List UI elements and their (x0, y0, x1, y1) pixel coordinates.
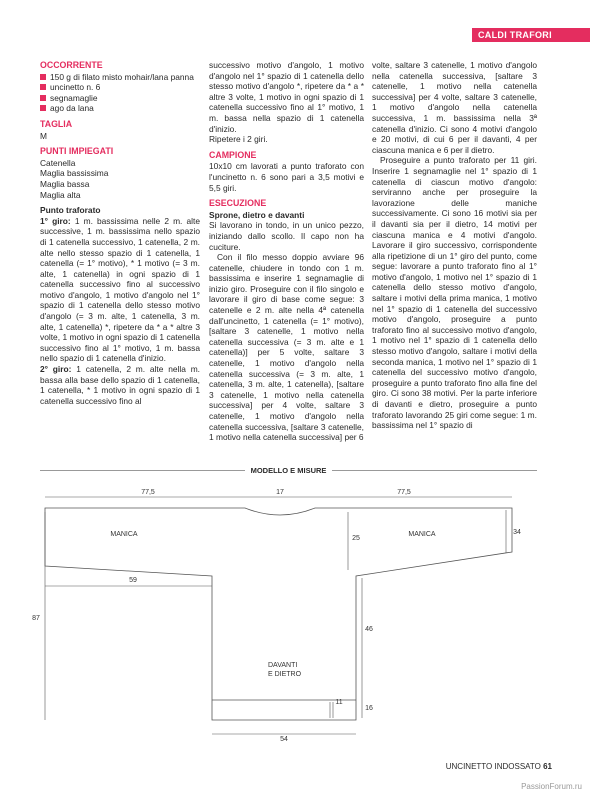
punto-traforato-title: Punto traforato (40, 205, 101, 216)
dim-top-center: 17 (276, 489, 284, 496)
page-footer (446, 762, 552, 771)
campione-heading: CAMPIONE (209, 149, 257, 160)
sprone-title: Sprone, dietro e davanti (209, 209, 305, 220)
punto-item: Maglia bassissima (40, 168, 109, 179)
col2-text2: Ripetere i 2 giri. (209, 134, 268, 145)
diagram-title-text: MODELLO E MISURE (245, 466, 333, 475)
page-number: 61 (543, 762, 552, 771)
dim-top-right: 77,5 (397, 489, 411, 496)
dim-sleeve-depth: 25 (352, 535, 360, 542)
material-item: uncinetto n. 6 (40, 82, 200, 93)
dim-inner-11: 11 (335, 699, 343, 706)
body-label-1: DAVANTI (268, 662, 298, 669)
garment-outline (45, 508, 512, 720)
dim-total-height: 87 (32, 615, 40, 622)
material-item: ago da lana (40, 103, 200, 114)
esecuzione-heading: ESECUZIONE (209, 198, 267, 209)
campione-text: 10x10 cm lavorati a punto traforato con l'uncinetto n. 6 sono pari a 3,5 motivi e 5,5 giri. (209, 161, 364, 193)
esecuzione-p2: Con il filo messo doppio avviare 96 catenelle, chiudere in tondo con 1 m. bassissima e inserire 1 segnamaglie di inizio giro. Proseguire con il filo singolo e lavorare il giro di base come segue: 3 catenelle e 2 m. alte nella 4ª catenella dall'uncinetto, 1 catenella (= 1° motivo), [saltare 3 catenelle, 1 motivo nella catenella successiva (= 3 m. alte e 1 catenella)] per 5 volte, saltare 3 catenelle, 1 motivo d'angolo nella catenella successiva (= 3 m. alte, 1 catenella, 3 m. alte, 1 catenella), [saltare 3 catenelle, 1 motivo nella catenella successiva] per 4 volte, saltare 3 catenelle, 1 motivo d'angolo nella catenella successiva, [saltare 3 catenelle, 1 motivo nella catenella successiva] per 6 (209, 252, 364, 443)
giro1-text: 1 m. bassissima nelle 2 m. alte successive, 1 m. bassissima nello spazio di 1 catenella successivo, 1 catenella, 2 m. alte nello stesso spazio di 1 catenella, 1 catenella (= 1° motivo), * 1 motivo (= 3 m. alte, 1 catenella) in ogni spazio di 1 catenella successivo fino al successivo motivo d'angolo, 1 motivo d'angolo nel 1° spazio di 1 catenella dello stesso motivo d'angolo (= 3 m. alte, 1 catenella, 3 m. alte, 1 catenella) *, ripetere da * a * altre 3 volte, 1 motivo in ogni spazio di 1 catenella successivo fino al 1° motivo, 1 m. bassa nello spazio di 1 catenella d'inizio. (40, 215, 200, 364)
giro1-label: 1° giro: (40, 215, 71, 226)
punti-heading: PUNTI IMPIEGATI (40, 146, 114, 157)
manica-left-label: MANICA (110, 531, 138, 538)
giro2-label: 2° giro: (40, 364, 72, 375)
punto-item: Catenella (40, 157, 76, 168)
taglia-value: M (40, 130, 47, 141)
col2-text1: successivo motivo d'angolo, 1 motivo d'angolo nel 1° spazio di 1 catenella dello stesso motivo d'angolo *, ripetere da * a * altre 3 volte, 1 motivo in ogni spazio di 1 catenella successivo fino al 1° motivo, 1 m. bassa nella spazio di 1 catenella d'inizio. (209, 60, 364, 134)
dim-width-54: 54 (280, 736, 288, 743)
dim-cuff: 34 (513, 529, 521, 536)
col3-p1: volte, saltare 3 catenelle, 1 motivo d'angolo nella catenella successiva, [saltare 3 catenelle, 1 motivo nella catenella successiva] per 4 volte, saltare 3 catenelle, 1 motivo d'angolo nella catenella successiva, 1 m. bassissima nella 3ª catenella d'inizio. Ci sono 4 motivi d'angolo e 20 motivi, di cui 6 per il davanti, 4 per ciascuna manica e 6 per il dietro. (372, 60, 537, 155)
occorrente-heading: OCCORRENTE (40, 60, 103, 70)
manica-right-label: MANICA (408, 531, 436, 538)
punto-item: Maglia alta (40, 189, 81, 200)
dim-top-left: 77,5 (141, 489, 155, 496)
section-tab: CALDI TRAFORI (472, 28, 590, 42)
punto-item: Maglia bassa (40, 178, 90, 189)
esecuzione-p1: Si lavorano in tondo, in un unico pezzo, iniziando dallo scollo. Il capo non ha cuciture. (209, 220, 364, 252)
dim-underarm: 59 (129, 577, 137, 584)
dim-hem-16: 16 (365, 705, 373, 712)
material-item: 150 g di filato misto mohair/lana panna (40, 72, 200, 83)
watermark: PassionForum.ru (521, 782, 582, 791)
dim-body-height: 46 (365, 626, 373, 633)
body-label-2: E DIETRO (268, 671, 302, 678)
taglia-heading: TAGLIA (40, 118, 73, 129)
col3-p2: Proseguire a punto traforato per 11 giri. Inserire 1 segnamaglie nel 1° spazio di 1 catenella di ciascun motivo d'angolo: serviranno anche per proseguire la lavorazione delle maniche successivamente. Ci sono 16 motivi sia per il davanti sia per il dietro, 14 motivi per ciascuna manica e 4 motivi d'angolo. Lavorare il giro successivo, corrispondente alla ripetizione di un 1° giro del punto, come segue: lavorare a punto traforato fino al 1° motivo d'angolo, 1 motivo nel 1° spazio di 1 catenella dello stesso motivo d'angolo, saltare i motivi della prima manica, 1 motivo nel 1° spazio di 1 catenella del successivo motivo d'angolo, proseguire a punto traforato fino al successivo motivo d'angolo, 1 motivo nel 1° spazio di 1 catenella dello stesso motivo d'angolo, saltare i motivi della seconda manica, 1 motivo nel 1° spazio di 1 catenella del successivo motivo d'angolo, proseguire a punto traforato fino alla fine del giro. Ci sono 38 motivi. Per la parte inferiore di davanti e dietro, proseguire a punto traforato lavorando 25 giri come segue: 1 m. bassissima nel 1° spazio di (372, 155, 537, 431)
giro2-text: 1 catenella, 2 m. alte nella m. bassa alla base dello spazio di 1 catenella, 1 catenella, * 1 motivo in ogni spazio di 1 catenella successivo fino al (40, 364, 201, 406)
material-item: segnamaglie (40, 93, 200, 104)
footer-title: UNCINETTO INDOSSATO (445, 762, 541, 771)
